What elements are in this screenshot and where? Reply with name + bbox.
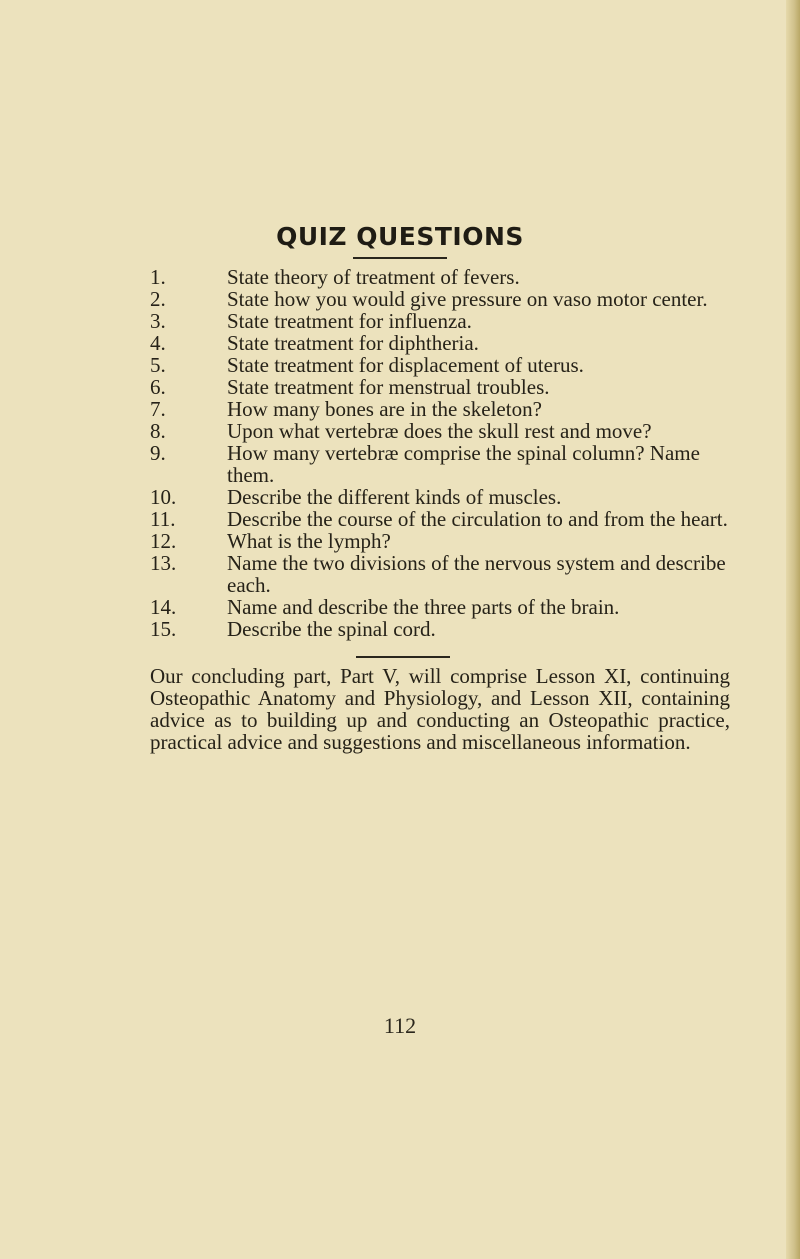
question-number: 5. bbox=[150, 353, 166, 377]
question-item bbox=[150, 310, 740, 332]
question-text: State theory of treatment of fevers. bbox=[227, 265, 520, 289]
question-number: 6. bbox=[150, 375, 166, 399]
question-item bbox=[150, 552, 740, 596]
question-number: 14. bbox=[150, 595, 177, 619]
question-number: 1. bbox=[150, 265, 166, 289]
question-item bbox=[150, 596, 740, 618]
question-item bbox=[150, 266, 740, 288]
question-item bbox=[150, 398, 740, 420]
question-text: State how you would give pressure on vaso motor center. bbox=[227, 287, 708, 311]
question-text: State treatment for menstrual troubles. bbox=[227, 375, 550, 399]
question-item bbox=[150, 332, 740, 354]
question-text: Describe the spinal cord. bbox=[227, 617, 436, 641]
question-number: 12. bbox=[150, 529, 177, 553]
page-number: 112 bbox=[383, 1013, 417, 1038]
question-item bbox=[150, 376, 740, 398]
question-text: Describe the course of the circulation to and from the heart. bbox=[227, 507, 728, 531]
question-item bbox=[150, 530, 740, 552]
concluding-paragraph: Our concluding part, Part V, will comprise Lesson XI, continuing Osteopathic Anatomy and Physiology, and Lesson XII, containing advice as to building up and conducting an Osteopathic practice, practical advice and suggestions and miscellaneous information. bbox=[150, 664, 730, 754]
question-item bbox=[150, 354, 740, 376]
question-number: 15. bbox=[150, 617, 177, 641]
question-number: 4. bbox=[150, 331, 166, 355]
question-text: Name the two divisions of the nervous system and describe each. bbox=[227, 551, 726, 597]
question-number: 13. bbox=[150, 551, 177, 575]
question-item bbox=[150, 420, 740, 442]
question-text: What is the lymph? bbox=[227, 529, 391, 553]
question-text: Name and describe the three parts of the brain. bbox=[227, 595, 620, 619]
page-title: QUIZ QUESTIONS bbox=[276, 222, 524, 251]
title-divider bbox=[353, 257, 447, 259]
question-item bbox=[150, 486, 740, 508]
question-text: State treatment for displacement of uterus. bbox=[227, 353, 584, 377]
question-item bbox=[150, 288, 740, 310]
question-number: 8. bbox=[150, 419, 166, 443]
question-text: How many vertebræ comprise the spinal column? Name them. bbox=[227, 441, 700, 487]
question-text: Upon what vertebræ does the skull rest and move? bbox=[227, 419, 652, 443]
question-item bbox=[150, 442, 740, 486]
question-text: State treatment for influenza. bbox=[227, 309, 472, 333]
question-text: Describe the different kinds of muscles. bbox=[227, 485, 562, 509]
question-number: 9. bbox=[150, 441, 166, 465]
question-list bbox=[150, 266, 740, 640]
question-item bbox=[150, 618, 740, 640]
page-edge bbox=[786, 0, 800, 1259]
question-number: 3. bbox=[150, 309, 166, 333]
question-text: How many bones are in the skeleton? bbox=[227, 397, 542, 421]
question-number: 2. bbox=[150, 287, 166, 311]
question-number: 10. bbox=[150, 485, 177, 509]
question-number: 11. bbox=[150, 507, 176, 531]
section-divider bbox=[356, 656, 450, 658]
question-item bbox=[150, 508, 740, 530]
question-text: State treatment for diphtheria. bbox=[227, 331, 479, 355]
question-number: 7. bbox=[150, 397, 166, 421]
